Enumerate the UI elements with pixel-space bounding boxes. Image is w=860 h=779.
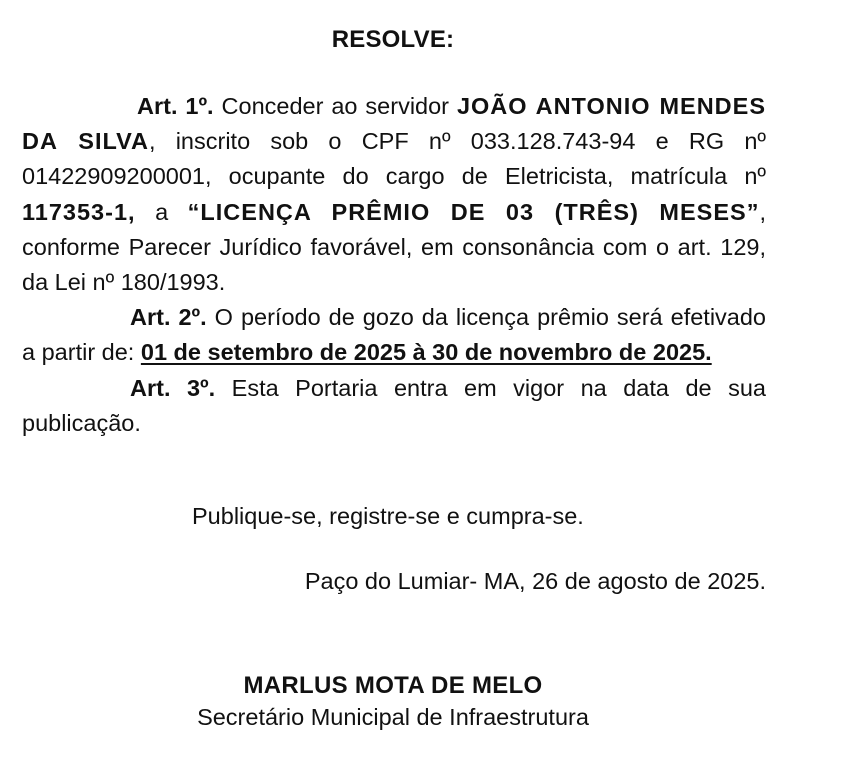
- article-1-text-a: Conceder ao servidor: [213, 93, 457, 119]
- article-1-text-c: a: [135, 198, 188, 225]
- article-1: [22, 89, 766, 300]
- article-3-text: Esta Portaria entra em vigor na data de sua publicação.: [22, 374, 766, 436]
- article-1-label: Art. 1º.: [137, 93, 214, 119]
- articles-block: [22, 89, 766, 441]
- article-2: [22, 300, 766, 370]
- place-and-date: Paço do Lumiar- MA, 26 de agosto de 2025.: [304, 568, 766, 594]
- article-3-label: Art. 3º.: [130, 374, 216, 401]
- resolve-heading: RESOLVE:: [331, 26, 455, 53]
- registration-number: 117353-1,: [22, 198, 136, 225]
- leave-type: “LICENÇA PRÊMIO DE 03 (TRÊS) MESES”: [187, 198, 760, 225]
- leave-period: 01 de setembro de 2025 à 30 de novembro de 2025.: [140, 339, 712, 366]
- article-2-label: Art. 2º.: [130, 304, 207, 331]
- article-1-text-d: , conforme Parecer Jurídico favorável, em consonância com o art. 129, da Lei nº 180/1993.: [22, 198, 766, 296]
- article-1-text-b: , inscrito sob o CPF nº 033.128.743-94 e RG nº 01422909200001, ocupante do cargo de Eletricista, matrícula nº: [22, 128, 766, 190]
- article-3: [22, 371, 766, 441]
- article-2-text: O período de gozo da licença prêmio será efetivado a partir de:: [22, 304, 767, 366]
- signer-name: MARLUS MOTA DE MELO: [243, 672, 543, 699]
- closing-formula: Publique-se, registre-se e cumpra-se.: [192, 503, 584, 529]
- signer-role: Secretário Municipal de Infraestrutura: [197, 704, 589, 730]
- employee-name: JOÃO ANTONIO MENDES DA SILVA: [22, 93, 766, 155]
